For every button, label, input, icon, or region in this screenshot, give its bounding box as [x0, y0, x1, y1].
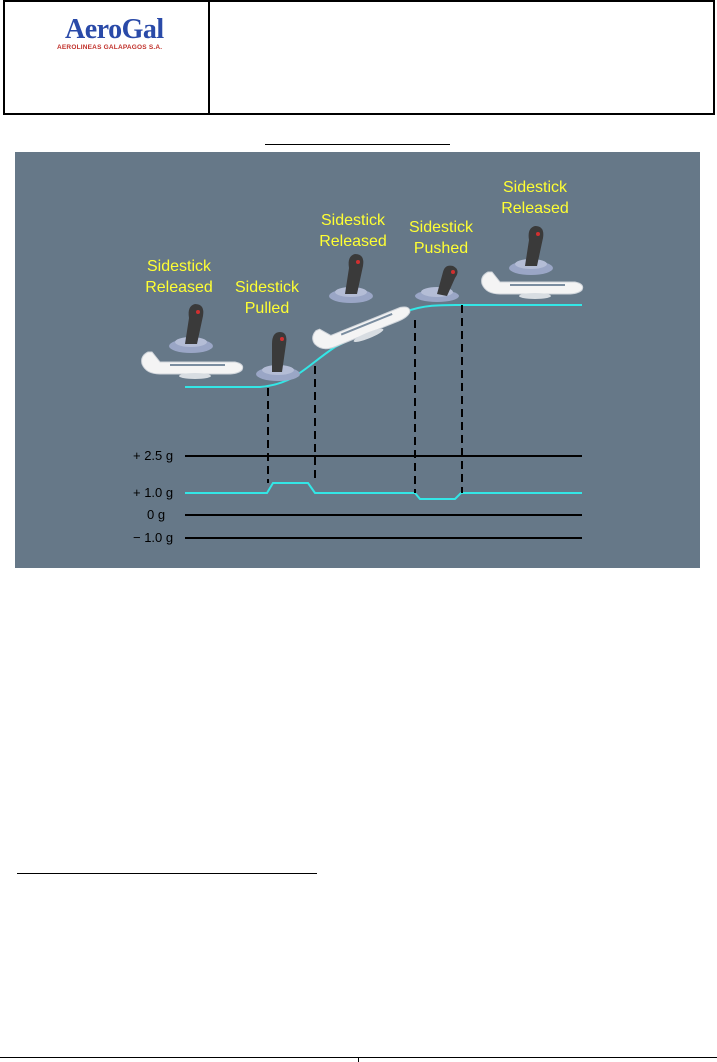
g-label-2-5: + 2.5 g: [133, 448, 174, 463]
footer-column-divider: [358, 1057, 359, 1062]
label-sidestick-released-2: Sidestick Released: [319, 212, 387, 250]
sidestick-released-1-icon: [169, 304, 213, 353]
aircraft-level-1-icon: [142, 352, 243, 379]
aerogal-logo: [57, 14, 177, 54]
g-label-minus-1-0: − 1.0 g: [133, 530, 174, 545]
logo-subtitle: AEROLINEAS GALAPAGOS S.A.: [57, 44, 163, 51]
aircraft-level-2-icon: [482, 272, 583, 299]
sidestick-pushed-icon: [415, 266, 459, 302]
sidestick-pulled-icon: [256, 332, 300, 381]
aircraft-climb-icon: [310, 295, 414, 358]
label-sidestick-pulled: Sidestick Pulled: [234, 279, 300, 317]
load-factor-figure: [15, 152, 700, 568]
logo-wordmark: AeroGal: [65, 14, 164, 45]
label-sidestick-released-3: Sidestick Released: [501, 179, 569, 217]
g-label-0: 0 g: [147, 507, 166, 522]
label-sidestick-released-1: Sidestick Released: [145, 258, 213, 296]
sidestick-released-2-icon: [329, 254, 373, 303]
header-table: [3, 0, 715, 115]
sidestick-released-3-icon: [509, 226, 553, 275]
g-label-1-0: + 1.0 g: [133, 485, 174, 500]
header-divider: [208, 2, 210, 113]
load-factor-trace: [185, 483, 582, 499]
title-underline: [265, 144, 450, 145]
footnote-separator: [17, 873, 317, 874]
label-sidestick-pushed: Sidestick Pushed: [408, 219, 474, 257]
